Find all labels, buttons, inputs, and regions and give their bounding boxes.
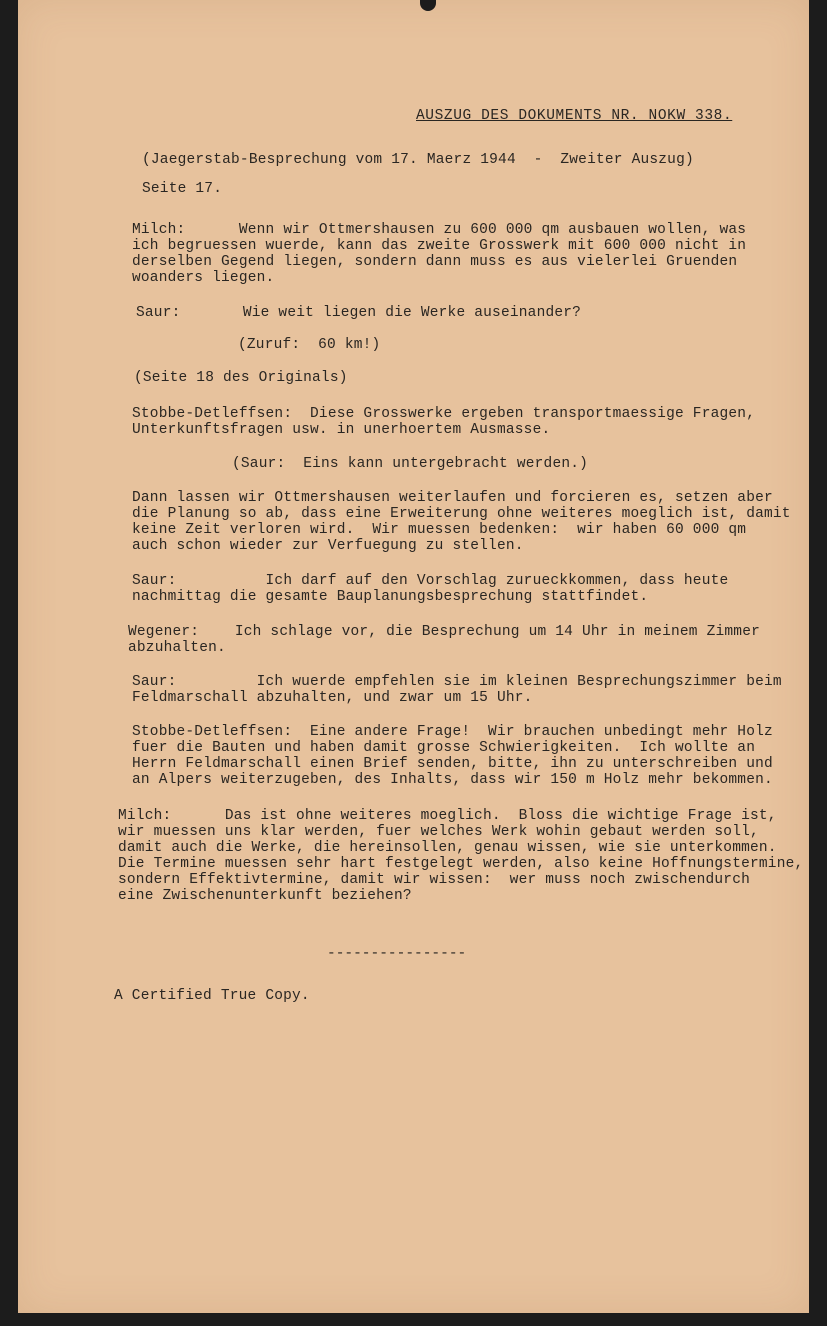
punch-notch xyxy=(420,0,436,11)
paragraph-line: Milch: Wenn wir Ottmershausen zu 600 000 qm ausbauen wollen, was xyxy=(132,222,747,238)
page-reference: (Seite 18 des Originals) xyxy=(134,370,348,386)
paragraph-line: Saur: Wie weit liegen die Werke auseinander? xyxy=(136,305,582,321)
paragraph-line: keine Zeit verloren wird. Wir muessen bedenken: wir haben 60 000 qm xyxy=(132,522,747,538)
page-reference: Seite 17. xyxy=(142,181,223,197)
paragraph-line: eine Zwischenunterkunft beziehen? xyxy=(118,888,412,904)
paragraph-line: fuer die Bauten und haben damit grosse Schwierigkeiten. Ich wollte an xyxy=(132,740,756,756)
paragraph-line: die Planung so ab, dass eine Erweiterung ohne weiteres moeglich ist, damit xyxy=(132,506,791,522)
paragraph-line: Unterkunftsfragen usw. in unerhoertem Ausmasse. xyxy=(132,422,551,438)
paragraph-line: auch schon wieder zur Verfuegung zu stellen. xyxy=(132,538,524,554)
meeting-title: (Jaegerstab-Besprechung vom 17. Maerz 1944 - Zweiter Auszug) xyxy=(142,152,694,168)
section-divider: ---------------- xyxy=(327,946,467,962)
interjection: (Saur: Eins kann untergebracht werden.) xyxy=(232,456,589,472)
paragraph-line: derselben Gegend liegen, sondern dann muss es aus vielerlei Gruenden xyxy=(132,254,738,270)
paragraph-line: Stobbe-Detleffsen: Eine andere Frage! Wir brauchen unbedingt mehr Holz xyxy=(132,724,773,740)
paragraph-line: Saur: Ich darf auf den Vorschlag zurueckkommen, dass heute xyxy=(132,573,729,589)
paragraph-line: sondern Effektivtermine, damit wir wissen: wer muss noch zwischendurch xyxy=(118,872,751,888)
paragraph-line: abzuhalten. xyxy=(128,640,226,656)
document-reference: AUSZUG DES DOKUMENTS NR. NOKW 338. xyxy=(416,108,733,124)
paragraph-line: Dann lassen wir Ottmershausen weiterlaufen und forcieren es, setzen aber xyxy=(132,490,773,506)
paragraph-line: Feldmarschall abzuhalten, und zwar um 15 Uhr. xyxy=(132,690,533,706)
paragraph-line: Herrn Feldmarschall einen Brief senden, bitte, ihn zu unterschreiben und xyxy=(132,756,773,772)
paragraph-line: an Alpers weiterzugeben, des Inhalts, dass wir 150 m Holz mehr bekommen. xyxy=(132,772,773,788)
certification-note: A Certified True Copy. xyxy=(114,988,310,1004)
document-page xyxy=(18,0,809,1313)
paragraph-line: Milch: Das ist ohne weiteres moeglich. Bloss die wichtige Frage ist, xyxy=(118,808,777,824)
paragraph-line: wir muessen uns klar werden, fuer welches Werk wohin gebaut werden soll, xyxy=(118,824,759,840)
paragraph-line: ich begruessen wuerde, kann das zweite Grosswerk mit 600 000 nicht in xyxy=(132,238,747,254)
paragraph-line: Wegener: Ich schlage vor, die Besprechung um 14 Uhr in meinem Zimmer xyxy=(128,624,761,640)
paragraph-line: woanders liegen. xyxy=(132,270,275,286)
paragraph-line: nachmittag die gesamte Bauplanungsbesprechung stattfindet. xyxy=(132,589,649,605)
paragraph-line: Saur: Ich wuerde empfehlen sie im kleinen Besprechungszimmer beim xyxy=(132,674,782,690)
paragraph-line: damit auch die Werke, die hereinsollen, genau wissen, wie sie unterkommen. xyxy=(118,840,777,856)
interjection: (Zuruf: 60 km!) xyxy=(238,337,381,353)
paragraph-line: Die Termine muessen sehr hart festgelegt werden, also keine Hoffnungstermine, xyxy=(118,856,804,872)
paragraph-line: Stobbe-Detleffsen: Diese Grosswerke ergeben transportmaessige Fragen, xyxy=(132,406,756,422)
